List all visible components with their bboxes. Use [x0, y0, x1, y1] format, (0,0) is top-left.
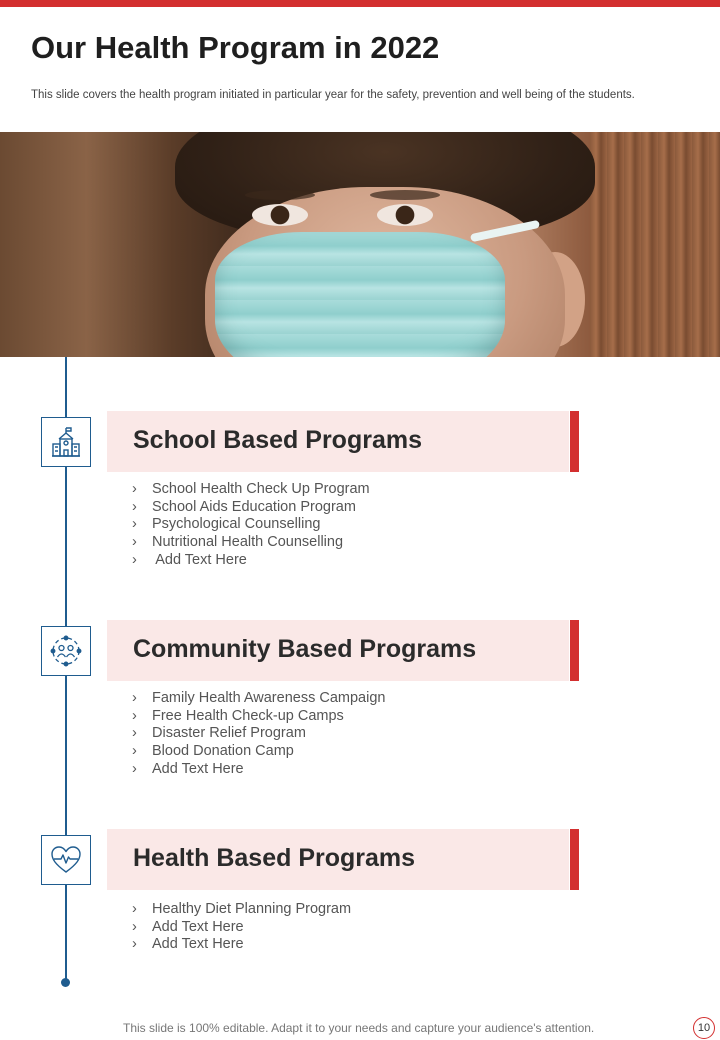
photo-left-brow: [245, 190, 315, 200]
chevron-right-icon: ›: [132, 936, 137, 953]
list-item: › Healthy Diet Planning Program: [132, 901, 352, 917]
list-item: › School Aids Education Program: [132, 498, 356, 515]
list-item: › School Health Check Up Program: [132, 481, 370, 497]
section-icon-box: [41, 417, 91, 467]
section-title-health: Health Based Programs: [133, 844, 416, 872]
chevron-right-icon: ›: [132, 481, 137, 497]
chevron-right-icon: ›: [132, 743, 137, 760]
chevron-right-icon: ›: [132, 707, 137, 724]
section-icon-box: [41, 835, 91, 885]
list-item: › Add Text Here: [132, 760, 244, 777]
list-item: › Family Health Awareness Campaign: [132, 690, 386, 706]
section-title-school: School Based Programs: [133, 426, 422, 454]
section-list-school: [132, 481, 370, 570]
section-band-accent: [570, 620, 579, 681]
chevron-right-icon: ›: [132, 918, 137, 935]
list-item: › Free Health Check-up Camps: [132, 707, 344, 724]
chevron-right-icon: ›: [132, 690, 137, 706]
page-number-badge: 10: [693, 1017, 715, 1039]
hero-photo: [0, 132, 720, 357]
school-building-icon: [49, 425, 83, 459]
photo-right-eye: [377, 204, 433, 226]
list-item: › Add Text Here: [132, 551, 247, 568]
photo-right-brow: [370, 190, 440, 200]
section-title-community: Community Based Programs: [133, 635, 477, 663]
timeline-end-dot: [61, 978, 70, 987]
list-item: › Add Text Here: [132, 936, 244, 953]
footer-note: This slide is 100% editable. Adapt it to your needs and capture your audience's attention.: [123, 1021, 595, 1035]
list-item: › Add Text Here: [132, 918, 244, 935]
chevron-right-icon: ›: [132, 901, 137, 917]
photo-wood-door: [590, 132, 720, 357]
photo-face-mask: [215, 232, 505, 357]
page-title: Our Health Program in 2022: [31, 30, 440, 65]
page-subtitle: This slide covers the health program initiated in particular year for the safety, prevention and well being of the students.: [31, 89, 635, 101]
section-icon-box: [41, 626, 91, 676]
section-list-health: [132, 901, 351, 954]
list-item: › Nutritional Health Counselling: [132, 534, 344, 551]
section-band-accent: [570, 411, 579, 472]
chevron-right-icon: ›: [132, 498, 137, 515]
list-item: › Blood Donation Camp: [132, 743, 294, 760]
section-list-community: [132, 690, 385, 779]
chevron-right-icon: ›: [132, 516, 137, 533]
list-item: › Psychological Counselling: [132, 516, 321, 533]
community-group-icon: [49, 634, 83, 668]
photo-left-eye: [252, 204, 308, 226]
list-item: › Disaster Relief Program: [132, 725, 306, 742]
section-band-accent: [570, 829, 579, 890]
top-accent-bar: [0, 0, 720, 7]
chevron-right-icon: ›: [132, 551, 137, 568]
chevron-right-icon: ›: [132, 534, 137, 551]
heart-pulse-icon: [49, 843, 83, 877]
chevron-right-icon: ›: [132, 725, 137, 742]
chevron-right-icon: ›: [132, 760, 137, 777]
